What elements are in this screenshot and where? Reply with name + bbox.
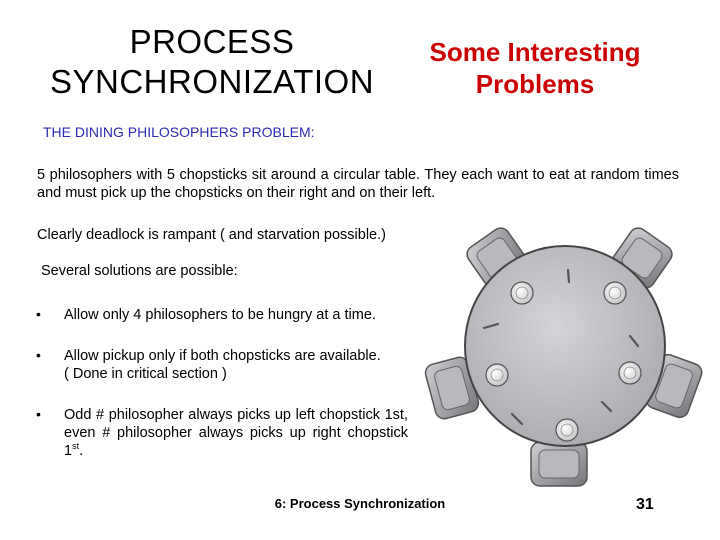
slide-title bbox=[22, 22, 402, 102]
dining-table-illustration bbox=[412, 218, 712, 488]
bullet-item-2 bbox=[64, 347, 408, 383]
title-line-1: PROCESS bbox=[129, 23, 295, 60]
bullet-marker: • bbox=[36, 347, 41, 363]
deadlock-paragraph: Clearly deadlock is rampant ( and starvation possible.) bbox=[37, 227, 386, 243]
intro-paragraph: 5 philosophers with 5 chopsticks sit around a circular table. They each want to eat at random times and must pick up the chopsticks on their right and on their left. bbox=[37, 167, 679, 201]
bullet-item-2-line-2: ( Done in critical section ) bbox=[64, 366, 227, 382]
plate bbox=[486, 364, 508, 386]
slide-subtitle bbox=[410, 36, 660, 100]
plate bbox=[556, 419, 578, 441]
bullet-marker: • bbox=[36, 306, 41, 322]
bullet-item-2-line-1: Allow pickup only if both chopsticks are available. bbox=[64, 348, 381, 364]
chopstick bbox=[568, 270, 569, 282]
bullet-item-3-end: . bbox=[79, 443, 84, 459]
page-number: 31 bbox=[636, 496, 654, 513]
plate bbox=[604, 282, 626, 304]
title-line-2: SYNCHRONIZATION bbox=[49, 63, 375, 100]
slide-footer: 6: Process Synchronization bbox=[274, 496, 446, 511]
plate bbox=[619, 362, 641, 384]
bullet-item-3 bbox=[64, 406, 408, 460]
bullet-item-1: Allow only 4 philosophers to be hungry at a time. bbox=[64, 307, 376, 323]
subtitle-line-1: Some Interesting bbox=[429, 37, 641, 67]
plate bbox=[511, 282, 533, 304]
chair-bottom bbox=[531, 442, 587, 486]
section-heading: THE DINING PHILOSOPHERS PROBLEM: bbox=[43, 124, 315, 140]
subtitle-line-2: Problems bbox=[475, 69, 595, 99]
bullet-item-3-text: Odd # philosopher always picks up left chopstick 1st, even # philosopher always picks up right chopstick 1 bbox=[64, 407, 408, 459]
round-table bbox=[465, 246, 665, 446]
bullet-marker: • bbox=[36, 406, 41, 422]
solutions-intro: Several solutions are possible: bbox=[41, 263, 238, 279]
bullet-item-3-superscript: st bbox=[72, 441, 80, 451]
